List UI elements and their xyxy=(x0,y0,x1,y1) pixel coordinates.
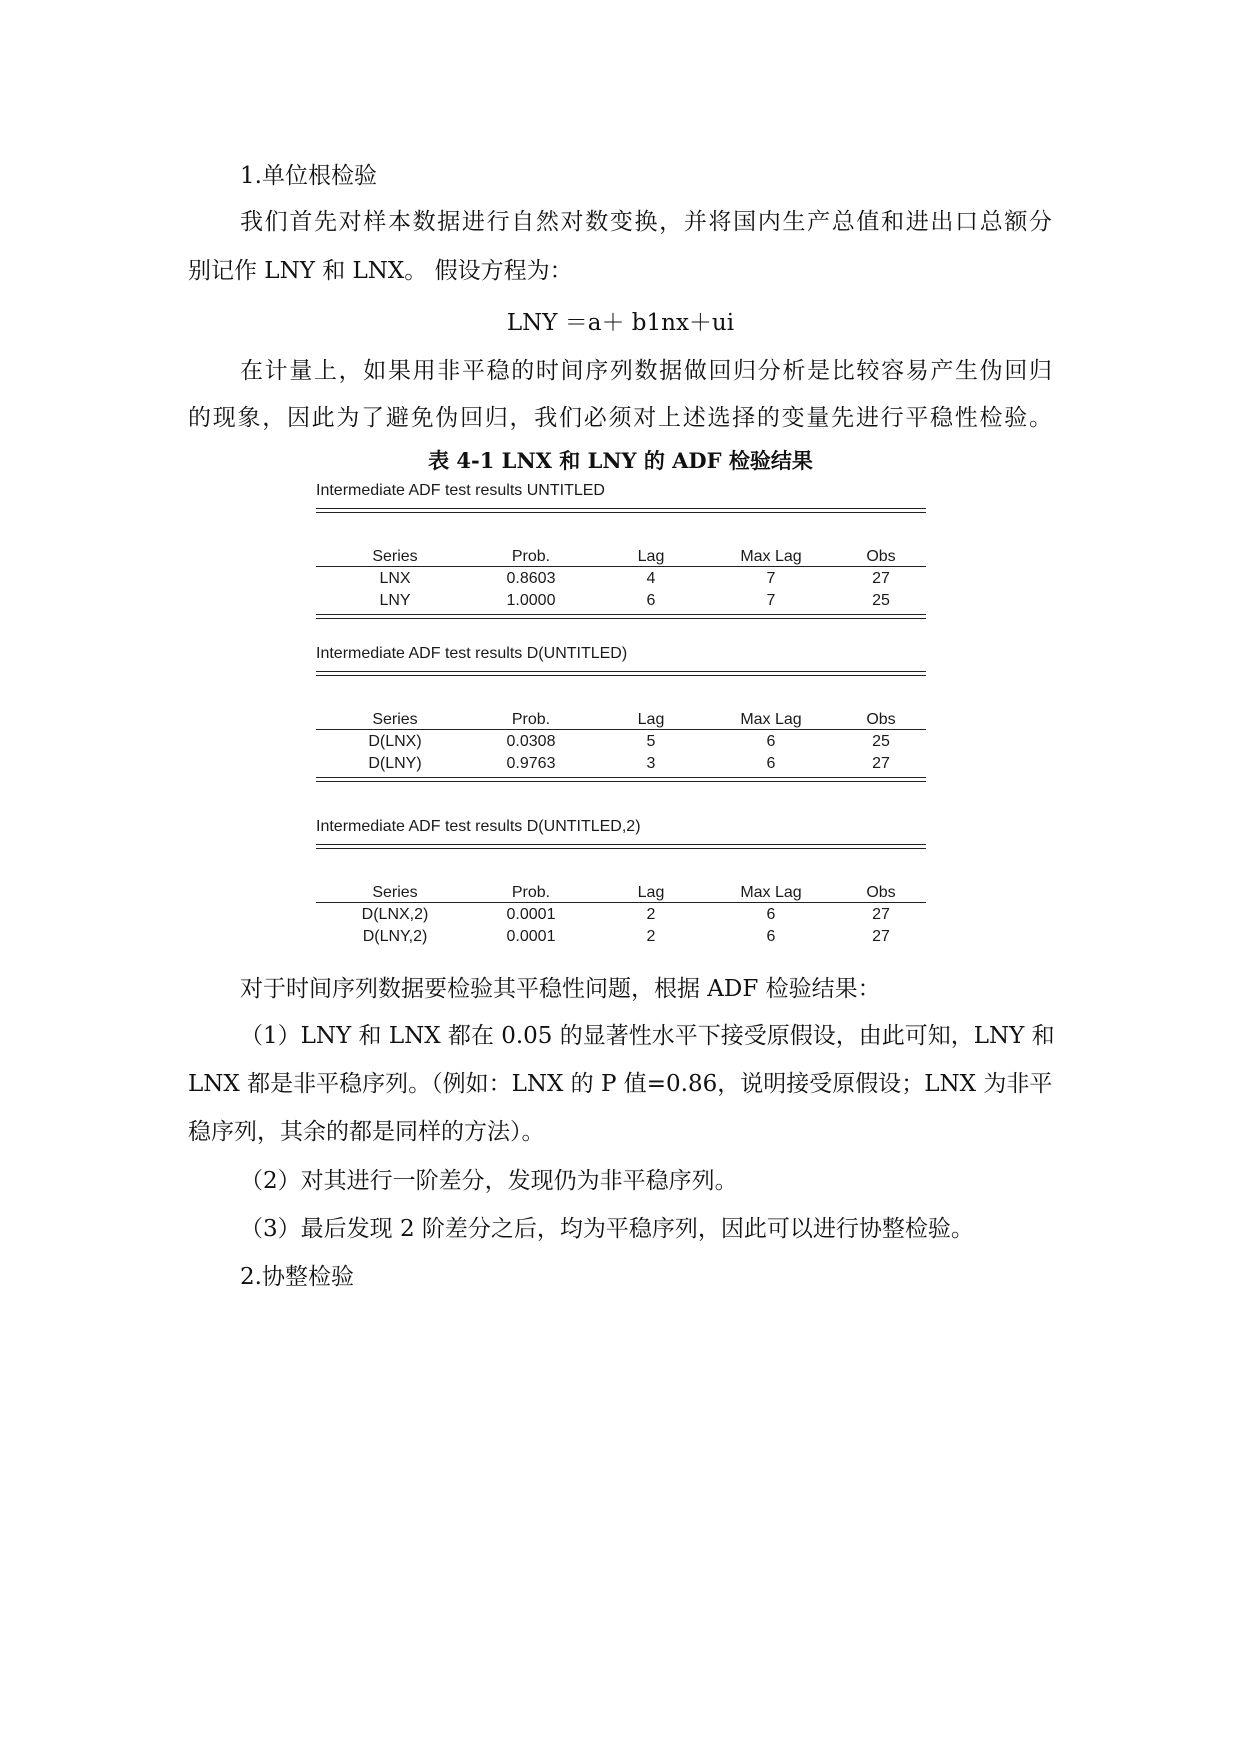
table-row xyxy=(316,904,926,926)
cell-prob: 1.0000 xyxy=(506,592,556,609)
paragraph-2-line-2: 的现象，因此为了避免伪回归，我们必须对上述选择的变量先进行平稳性检验。 xyxy=(188,405,1052,431)
paragraph-1-line-2: 别记作 LNY 和 LNX。 假设方程为： xyxy=(188,258,573,284)
cell-series: D(LNY) xyxy=(368,755,422,772)
double-rule xyxy=(316,777,926,778)
column-header-lag: Lag xyxy=(637,884,665,901)
equation: LNY ＝a＋ b1nx＋ui xyxy=(506,310,735,336)
table-row xyxy=(316,753,926,775)
cell-series: D(LNX,2) xyxy=(361,906,429,923)
paragraph-4-line-3: 稳序列，其余的都是同样的方法）。 xyxy=(188,1119,545,1145)
cell-lag: 2 xyxy=(646,906,656,923)
column-header-obs: Obs xyxy=(866,884,896,901)
column-header-obs: Obs xyxy=(866,711,896,728)
cell-lag: 6 xyxy=(646,592,656,609)
table-row xyxy=(316,926,926,948)
section-heading-unit-root: 1.单位根检验 xyxy=(240,163,377,189)
cell-prob: 0.0001 xyxy=(506,928,556,945)
header-rule xyxy=(316,902,926,903)
paragraph-1-line-1: 我们首先对样本数据进行自然对数变换，并将国内生产总值和进出口总额分 xyxy=(240,209,1052,235)
paragraph-6: （3）最后发现 2 阶差分之后，均为平稳序列，因此可以进行协整检验。 xyxy=(240,1216,974,1242)
column-header-max-lag: Max Lag xyxy=(740,884,802,901)
header-rule xyxy=(316,729,926,730)
cell-obs: 27 xyxy=(872,906,890,923)
cell-prob: 0.8603 xyxy=(506,570,556,587)
section-heading-cointegration: 2.协整检验 xyxy=(240,1264,354,1290)
header-rule xyxy=(316,566,926,567)
adf-table-d-untitled-2 xyxy=(316,817,926,952)
cell-lag: 2 xyxy=(646,928,656,945)
cell-lag: 5 xyxy=(646,733,656,750)
column-header-prob: Prob. xyxy=(511,884,551,901)
adf-table-d-untitled xyxy=(316,644,926,779)
table-row xyxy=(316,590,926,612)
paragraph-4-line-1: （1）LNY 和 LNX 都在 0.05 的显著性水平下接受原假设，由此可知，LNY 和 xyxy=(240,1023,1055,1049)
column-header-obs: Obs xyxy=(866,548,896,565)
double-rule xyxy=(316,508,926,509)
adf-table-title: Intermediate ADF test results D(UNTITLED) xyxy=(316,645,628,662)
cell-series: LNX xyxy=(379,570,411,587)
cell-max-lag: 7 xyxy=(766,570,776,587)
adf-table-untitled xyxy=(316,481,926,616)
cell-max-lag: 6 xyxy=(766,906,776,923)
column-header-series: Series xyxy=(372,711,418,728)
paragraph-5: （2）对其进行一阶差分，发现仍为非平稳序列。 xyxy=(240,1168,738,1194)
column-header-series: Series xyxy=(372,548,418,565)
cell-obs: 25 xyxy=(872,592,890,609)
cell-lag: 3 xyxy=(646,755,656,772)
adf-table-title: Intermediate ADF test results D(UNTITLED,2) xyxy=(316,818,641,835)
cell-obs: 27 xyxy=(872,570,890,587)
table-row xyxy=(316,568,926,590)
cell-obs: 25 xyxy=(872,733,890,750)
column-header-lag: Lag xyxy=(637,548,665,565)
column-header-max-lag: Max Lag xyxy=(740,548,802,565)
column-header-prob: Prob. xyxy=(511,711,551,728)
cell-prob: 0.9763 xyxy=(506,755,556,772)
paragraph-2-line-1: 在计量上，如果用非平稳的时间序列数据做回归分析是比较容易产生伪回归 xyxy=(240,358,1052,384)
double-rule xyxy=(316,844,926,845)
cell-obs: 27 xyxy=(872,755,890,772)
paragraph-3: 对于时间序列数据要检验其平稳性问题，根据 ADF 检验结果： xyxy=(240,976,881,1002)
table-caption: 表 4-1 LNX 和 LNY 的 ADF 检验结果 xyxy=(428,448,813,473)
paragraph-4-line-2: LNX 都是非平稳序列。（例如：LNX 的 P 值=0.86，说明接受原假设；LNX 为非平 xyxy=(188,1071,1053,1097)
cell-max-lag: 7 xyxy=(766,592,776,609)
cell-lag: 4 xyxy=(646,570,656,587)
cell-series: LNY xyxy=(379,592,411,609)
column-header-lag: Lag xyxy=(637,711,665,728)
column-header-series: Series xyxy=(372,884,418,901)
cell-max-lag: 6 xyxy=(766,733,776,750)
cell-obs: 27 xyxy=(872,928,890,945)
cell-prob: 0.0001 xyxy=(506,906,556,923)
cell-series: D(LNY,2) xyxy=(362,928,428,945)
table-header-row xyxy=(316,546,926,568)
cell-max-lag: 6 xyxy=(766,755,776,772)
table-header-row xyxy=(316,882,926,904)
table-header-row xyxy=(316,709,926,731)
cell-series: D(LNX) xyxy=(368,733,422,750)
adf-table-title: Intermediate ADF test results UNTITLED xyxy=(316,482,605,499)
cell-max-lag: 6 xyxy=(766,928,776,945)
double-rule xyxy=(316,671,926,672)
double-rule xyxy=(316,614,926,615)
column-header-max-lag: Max Lag xyxy=(740,711,802,728)
cell-prob: 0.0308 xyxy=(506,733,556,750)
table-row xyxy=(316,731,926,753)
column-header-prob: Prob. xyxy=(511,548,551,565)
